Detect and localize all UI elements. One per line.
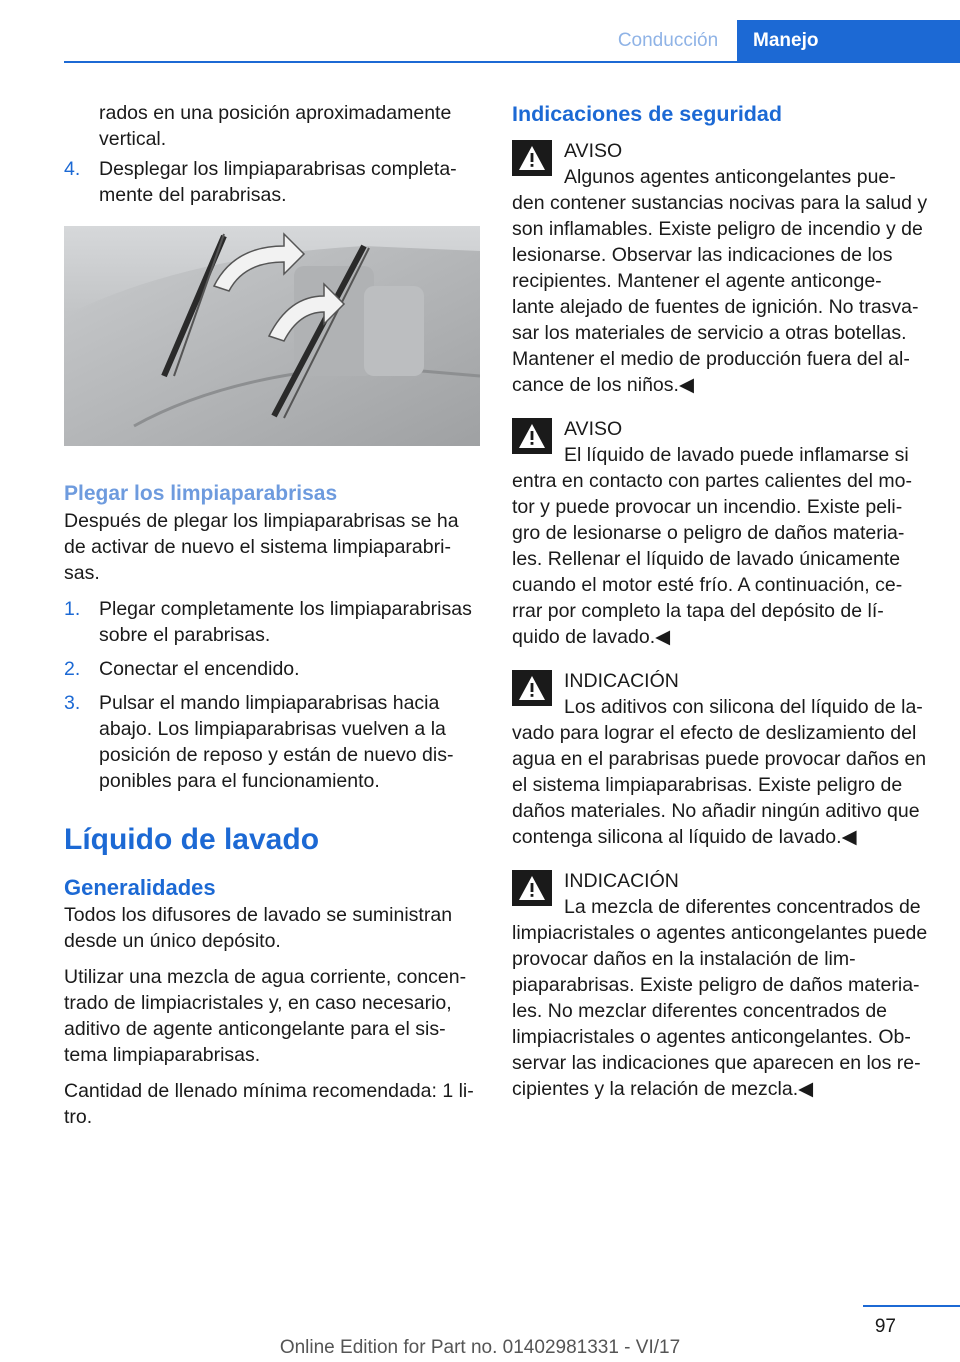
left-column [64,100,480,1140]
header-rule [64,61,960,63]
tab-manejo[interactable]: Manejo [737,20,960,61]
step-text: Desplegar los limpiaparabrisas completa‐ mente del parabrisas. [99,158,457,206]
warning-title: INDICACIÓN [564,670,679,692]
windshield-wiper-fold-illustration [64,226,480,446]
warning-block-3 [512,668,928,850]
fold-intro: Después de plegar los limpiaparabrisas se ha de activar de nuevo el sistema limpiaparabri‐ sas. [64,510,459,584]
general-paragraph-3: Cantidad de llenado mínima recomendada: 1 li‐ tro. [64,1080,474,1128]
general-heading: Generalidades [64,875,216,900]
warning-triangle-icon [512,418,552,454]
step-number: 2. [64,658,81,680]
wiper-illustration [64,226,480,446]
step-number: 3. [64,692,81,714]
step-text: Conectar el encendido. [99,658,300,680]
fold-step-2 [64,656,480,682]
general-paragraph-1: Todos los difusores de lavado se suministran desde un único depósito. [64,904,453,952]
page-number: 97 [874,1316,896,1337]
warning-title: AVISO [564,418,623,440]
continued-step-text: rados en una posición aproximadamente vertical. [99,102,452,150]
fold-heading: Plegar los limpiaparabrisas [64,482,338,505]
warning-text: La mezcla de diferentes concentrados de limpiacristales o agentes anticongelantes puede provocar daños en la instalación de lim‐ piaparabrisas. Existe peligro de daños materia‐ les. No mezclar diferentes concentrados de limpiacristales o agentes anticongelantes. Ob‐ servar las indicaciones que aparecen en los re‐ cipientes y la relación de mezcla.◀ [512,896,928,1100]
tab-conduccion[interactable]: Conducción [600,20,736,61]
warning-block-1 [512,138,928,398]
step-4 [64,156,480,208]
warning-block-4 [512,868,928,1102]
footer-rule [863,1305,960,1307]
warning-title: AVISO [564,140,623,162]
warning-triangle-icon [512,870,552,906]
section-title: Líquido de lavado [64,823,320,856]
warning-text: El líquido de lavado puede inflamarse si entra en contacto con partes calientes del mo‐ tor y puede provocar un incendio. Existe peli‐ gro de lesionarse o peligro de daños materia‐ les. Rellenar el líquido de lavado únicamente cuando el motor esté frío. A continuación, ce‐ rrar por completo la tapa del depósito de lí‐ quido de lavado.◀ [512,444,912,648]
warning-triangle-icon [512,670,552,706]
step-text: Plegar completamente los limpiaparabrisas sobre el parabrisas. [99,598,472,646]
right-column [512,100,928,1120]
warning-triangle-icon [512,140,552,176]
fold-step-1 [64,596,480,648]
warning-title: INDICACIÓN [564,870,679,892]
general-paragraph-2: Utilizar una mezcla de agua corriente, concen‐ trado de limpiacristales y, en caso necesario, aditivo de agente anticongelante para el sis‐ tema limpiaparabrisas. [64,966,467,1066]
safety-heading: Indicaciones de seguridad [512,102,783,126]
warning-text: Los aditivos con silicona del líquido de la‐ vado para lograr el efecto de deslizamiento del agua en el parabrisas puede provocar daños en el sistema limpiaparabrisas. Existe peligro de daños materiales. No añadir ningún aditivo que contenga silicona al líquido de lavado.◀ [512,696,927,848]
edition-footer: Online Edition for Part no. 01402981331 - VI/17 [279,1337,681,1358]
fold-step-3 [64,690,480,794]
warning-block-2 [512,416,928,650]
step-number: 4. [64,158,81,180]
warning-text: Algunos agentes anticongelantes pue‐ den contener sustancias nocivas para la salud y son inflamables. Existe peligro de incendio y de lesionarse. Observar las indicaciones de los recipientes. Mantener el agente anticonge‐ lante alejado de fuentes de ignición. No trasva‐ sar los materiales de servicio a otras botellas. Mantener el medio de producción fuera del al‐ cance de los niños.◀ [512,166,928,396]
step-text: Pulsar el mando limpiaparabrisas hacia abajo. Los limpiaparabrisas vuelven a la posición de reposo y están de nuevo dis‐ ponibles para el funcionamiento. [99,692,454,792]
step-number: 1. [64,598,81,620]
